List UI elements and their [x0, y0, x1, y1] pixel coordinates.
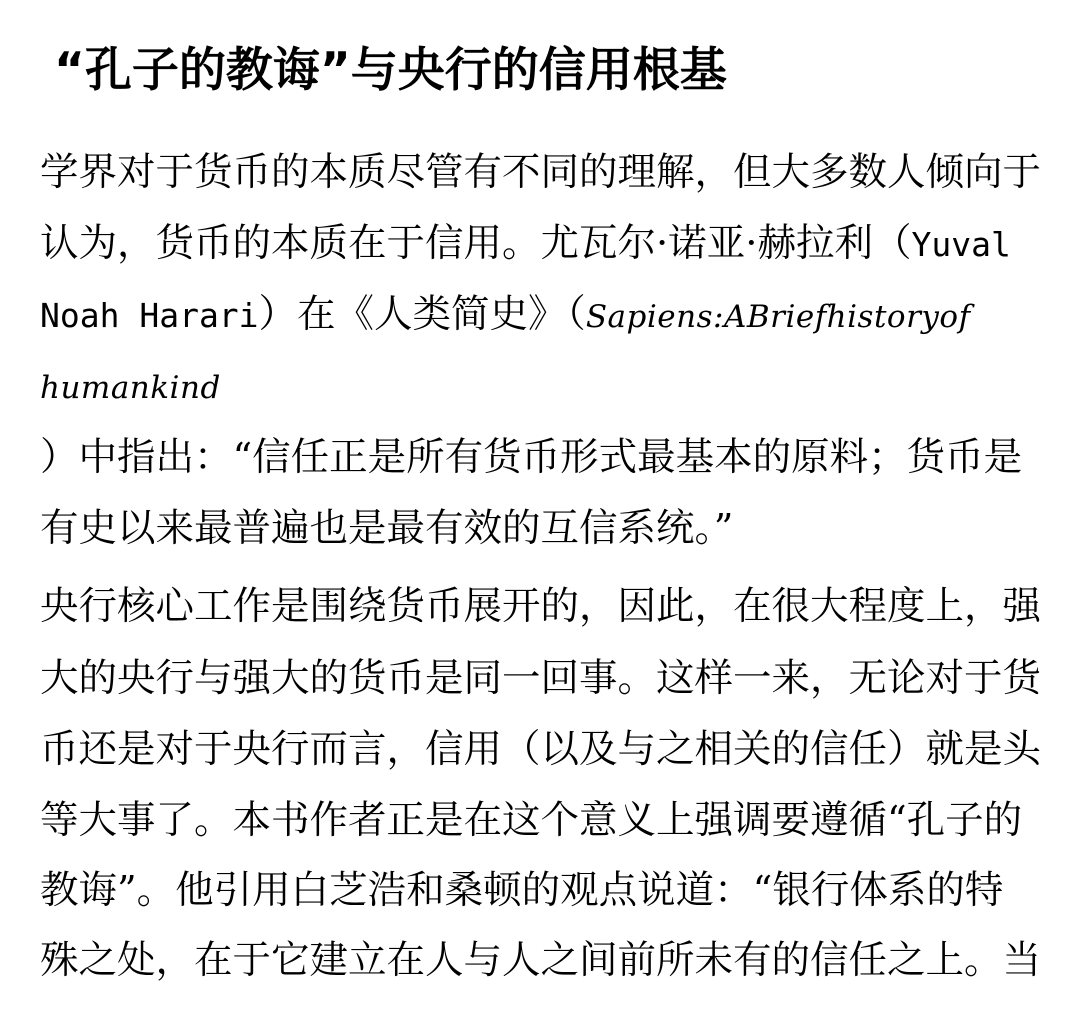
paragraph-line: 有史以来最普遍也是最有效的互信系统。”: [40, 506, 734, 551]
paragraph-line: 等大事了。本书作者正是在这个意义上强调要遵循“孔子的: [40, 798, 1023, 843]
paragraph-line: 殊之处，在于它建立在人与人之间前所未有的信任之上。当: [40, 938, 1042, 983]
book-title-en: Sapiens:ABriefhistoryof: [585, 299, 971, 335]
author-name-en: Yuval: [911, 225, 1011, 264]
line-text: 认为，货币的本质在于信用。尤瓦尔·诺亚·赫拉利（: [40, 221, 912, 266]
line-text: ）在《人类简史》（: [258, 292, 586, 337]
paragraph-line: ）中指出：“信任正是所有货币形式最基本的原料；货币是: [40, 435, 1023, 480]
paragraph-line: 央行核心工作是围绕货币展开的，因此，在很大程度上，强: [40, 584, 1042, 629]
paragraph-line: [40, 219, 1011, 270]
paragraph-line: 币还是对于央行而言，信用（以及与之相关的信任）就是头: [40, 727, 1042, 772]
article-title: “孔子的教诲”与央行的信用根基: [54, 43, 727, 98]
paragraph-line: 大的央行与强大的货币是同一回事。这样一来，无论对于货: [40, 656, 1042, 701]
paragraph-line: [40, 361, 221, 413]
paragraph-line: 学界对于货币的本质尽管有不同的理解，但大多数人倾向于: [40, 150, 1042, 195]
book-title-en: humankind: [40, 370, 221, 406]
paragraph-line: [40, 290, 971, 342]
paragraph-line: 教诲”。他引用白芝浩和桑顿的观点说道：“银行体系的特: [40, 868, 1004, 913]
author-name-en: Noah Harari: [40, 296, 259, 335]
